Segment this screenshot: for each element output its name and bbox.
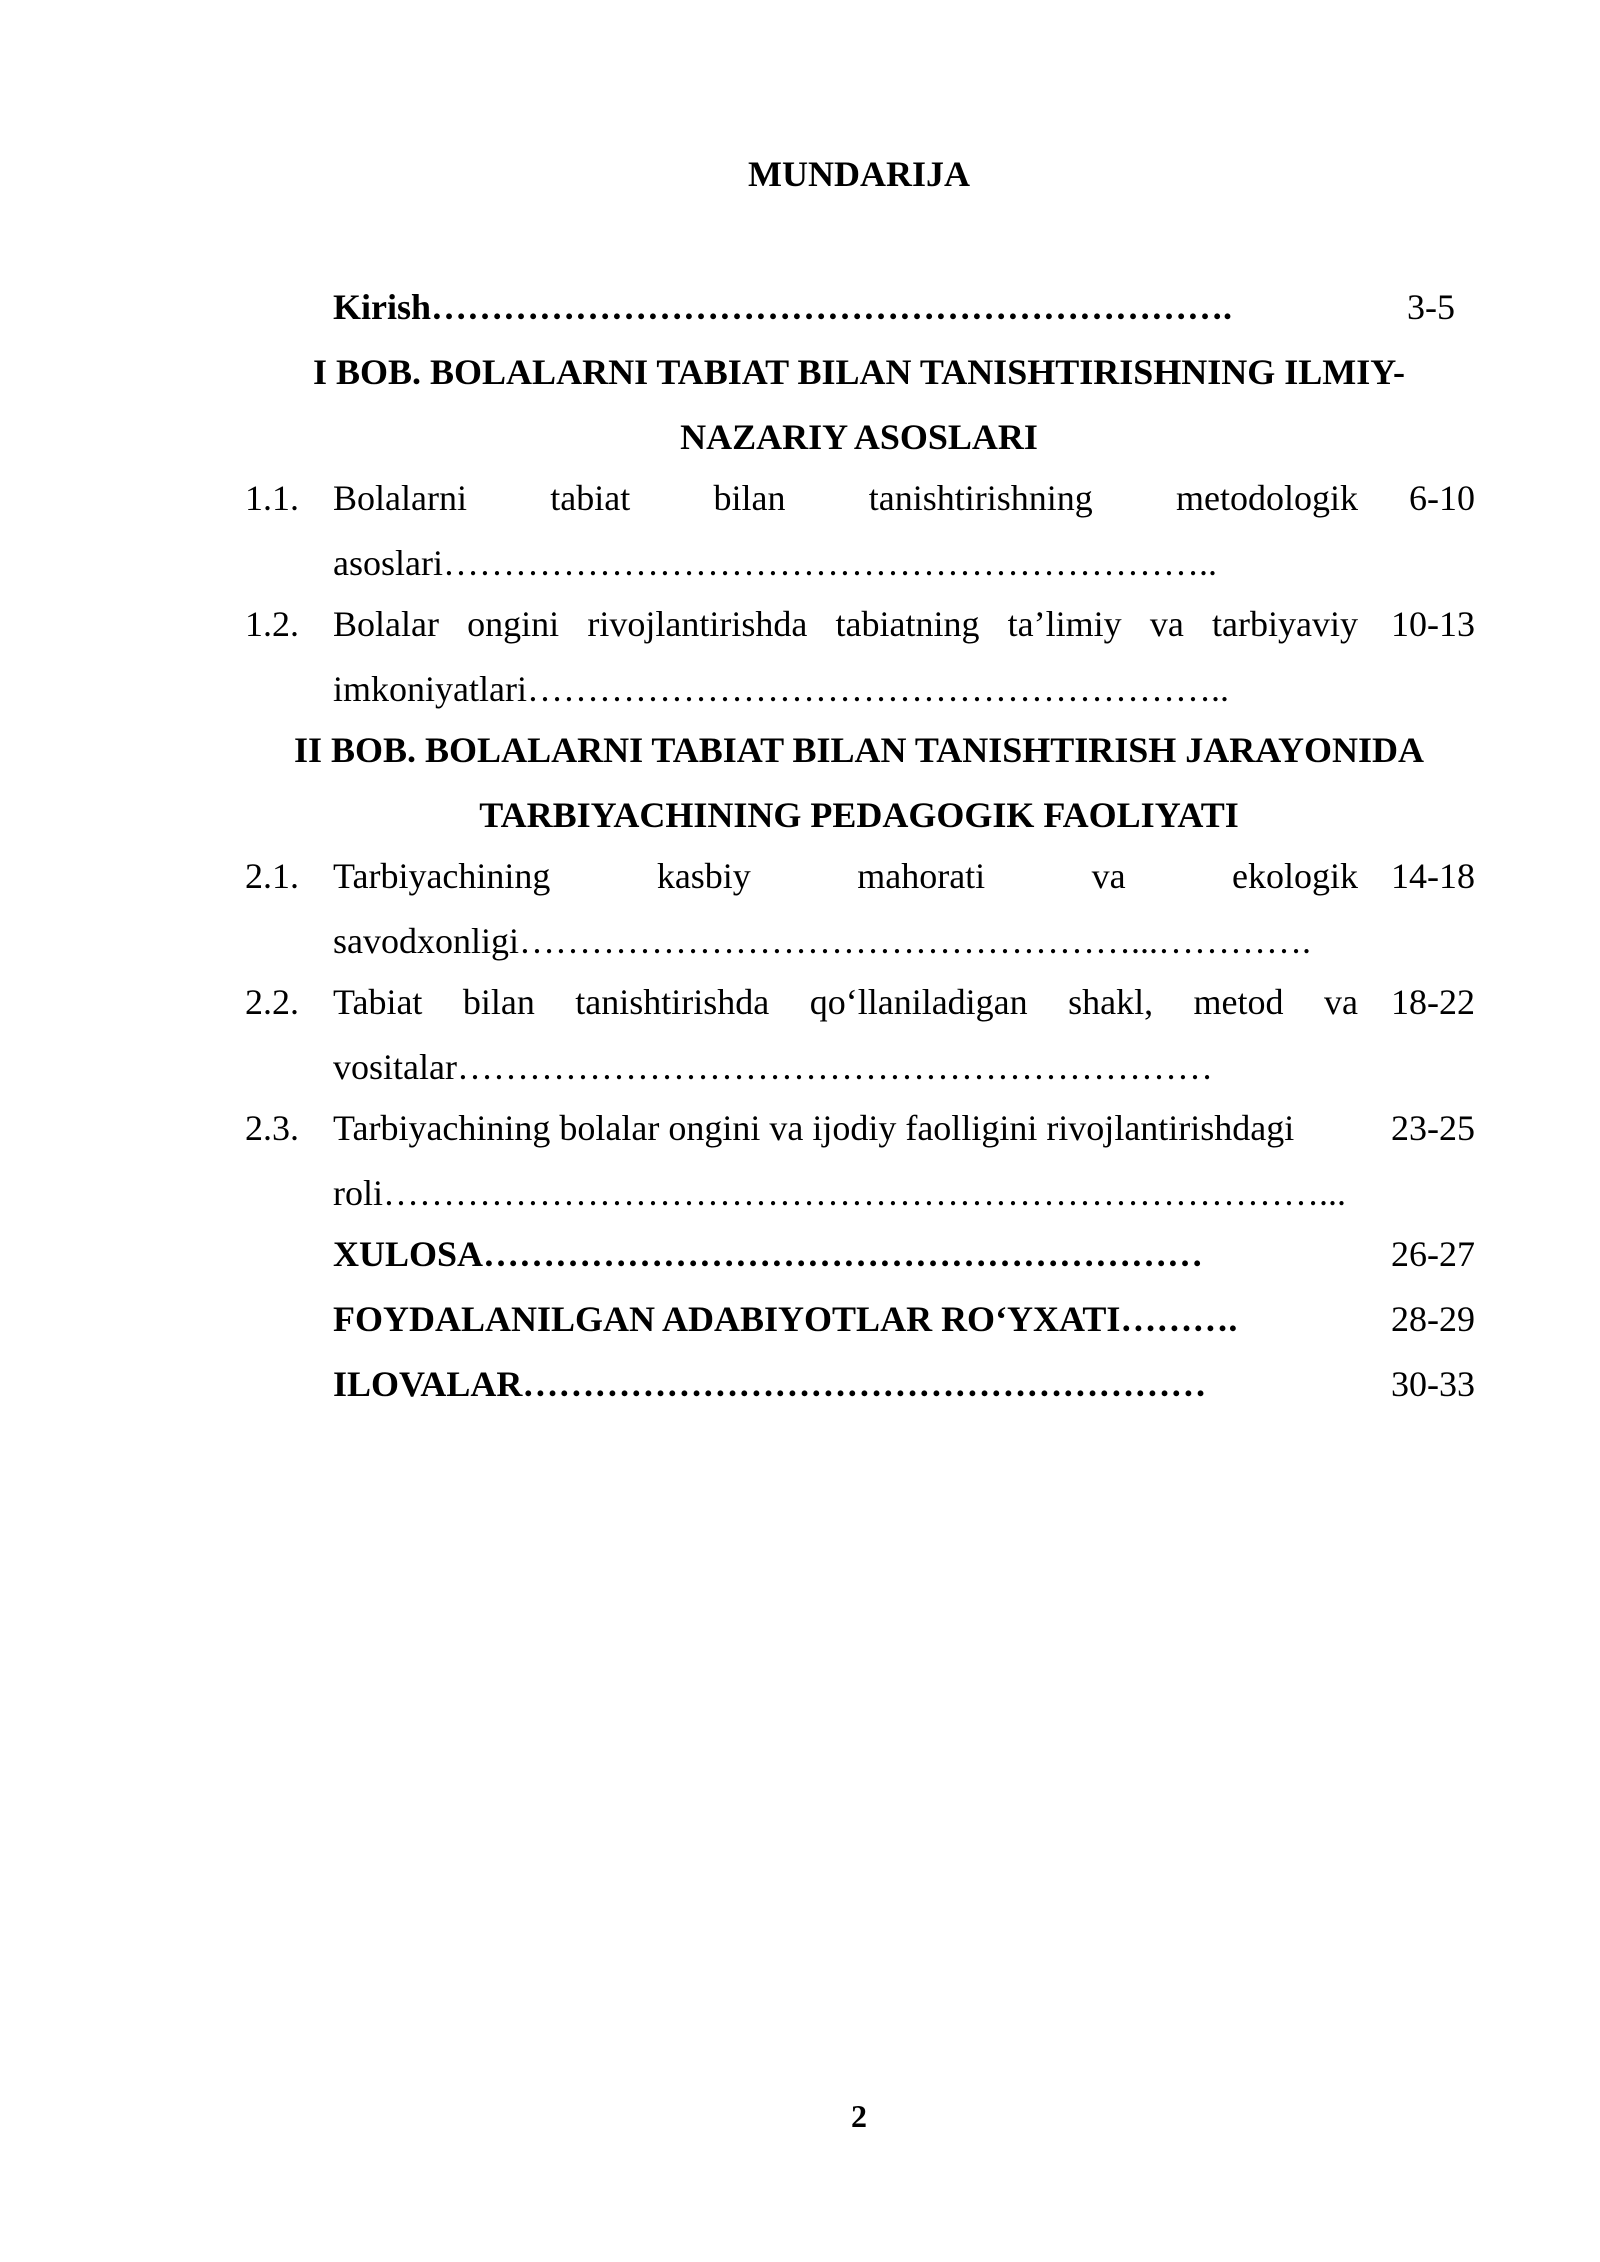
- word: metod: [1193, 982, 1284, 1022]
- toc-number-2-2: 2.2.: [245, 982, 299, 1022]
- word: tabiatning: [835, 604, 980, 644]
- toc-pages-2-3: 23-25: [1391, 1108, 1475, 1148]
- page-title: MUNDARIJA: [748, 154, 970, 194]
- toc-pages-1-1: 6-10: [1409, 478, 1475, 518]
- word: shakl,: [1068, 982, 1154, 1022]
- toc-pages-1-2: 10-13: [1391, 604, 1475, 644]
- word: rivojlantirishda: [587, 604, 808, 644]
- word: va: [1323, 982, 1358, 1022]
- toc-entry-2-2-line2: vositalar………………………………………………………: [333, 1047, 1213, 1087]
- toc-entry-references: FOYDALANILGAN ADABIYOTLAR RO‘YXATI……….: [333, 1299, 1238, 1339]
- toc-entry-2-2-line1: [333, 978, 1358, 1026]
- word: ekologik: [1231, 856, 1358, 896]
- word: ongini: [467, 604, 560, 644]
- toc-pages-conclusion: 26-27: [1391, 1234, 1475, 1274]
- toc-entry-conclusion: XULOSA……………………………………………………: [333, 1234, 1204, 1274]
- toc-pages-appendix: 30-33: [1391, 1364, 1475, 1404]
- toc-entry-2-1-line1: [333, 852, 1358, 900]
- toc-entry-2-3-line1: Tarbiyachining bolalar ongini va ijodiy faolligini rivojlantirishdagi: [333, 1108, 1295, 1148]
- toc-number-2-1: 2.1.: [245, 856, 299, 896]
- word: bilan: [462, 982, 535, 1022]
- word: ta’limiy: [1007, 604, 1122, 644]
- toc-number-1-2: 1.2.: [245, 604, 299, 644]
- toc-entry-intro: Kirish………………………………………………………….: [333, 287, 1233, 327]
- toc-entry-1-1-line1: [333, 474, 1358, 522]
- chapter-1-heading-line1: I BOB. BOLALARNI TABIAT BILAN TANISHTIRISHNING ILMIY-: [313, 352, 1405, 392]
- word: va: [1149, 604, 1184, 644]
- toc-pages-2-2: 18-22: [1391, 982, 1475, 1022]
- word: qo‘llaniladigan: [809, 982, 1028, 1022]
- toc-entry-2-3-line2: roli……………………………………………………………………...: [333, 1173, 1346, 1213]
- chapter-2-heading-line1: II BOB. BOLALARNI TABIAT BILAN TANISHTIRISH JARAYONIDA: [294, 730, 1424, 770]
- toc-pages-2-1: 14-18: [1391, 856, 1475, 896]
- word: kasbiy: [656, 856, 751, 896]
- word: bilan: [713, 478, 786, 518]
- toc-entry-appendix: ILOVALAR…………………………………………………: [333, 1364, 1207, 1404]
- page-number: 2: [851, 2098, 867, 2134]
- word: tanishtirishning: [868, 478, 1093, 518]
- word: mahorati: [857, 856, 986, 896]
- word: tanishtirishda: [575, 982, 770, 1022]
- word: Tabiat: [333, 982, 423, 1022]
- toc-entry-1-2-line2: imkoniyatlari…………………………………………………..: [333, 669, 1229, 709]
- word: tarbiyaviy: [1212, 604, 1358, 644]
- chapter-2-heading-line2: TARBIYACHINING PEDAGOGIK FAOLIYATI: [479, 795, 1239, 835]
- word: metodologik: [1175, 478, 1358, 518]
- toc-pages-references: 28-29: [1391, 1299, 1475, 1339]
- toc-number-1-1: 1.1.: [245, 478, 299, 518]
- word: tabiat: [550, 478, 631, 518]
- toc-pages-intro: 3-5: [1407, 287, 1455, 327]
- toc-number-2-3: 2.3.: [245, 1108, 299, 1148]
- toc-entry-1-2-line1: [333, 600, 1358, 648]
- toc-entry-2-1-line2: savodxonligi……………………………………………...………….: [333, 921, 1311, 961]
- word: Tarbiyachining: [333, 856, 551, 896]
- word: Bolalar: [333, 604, 439, 644]
- chapter-1-heading-line2: NAZARIY ASOSLARI: [680, 417, 1038, 457]
- toc-entry-1-1-line2: asoslari………………………………………………………..: [333, 543, 1217, 583]
- word: Bolalarni: [333, 478, 467, 518]
- word: va: [1091, 856, 1126, 896]
